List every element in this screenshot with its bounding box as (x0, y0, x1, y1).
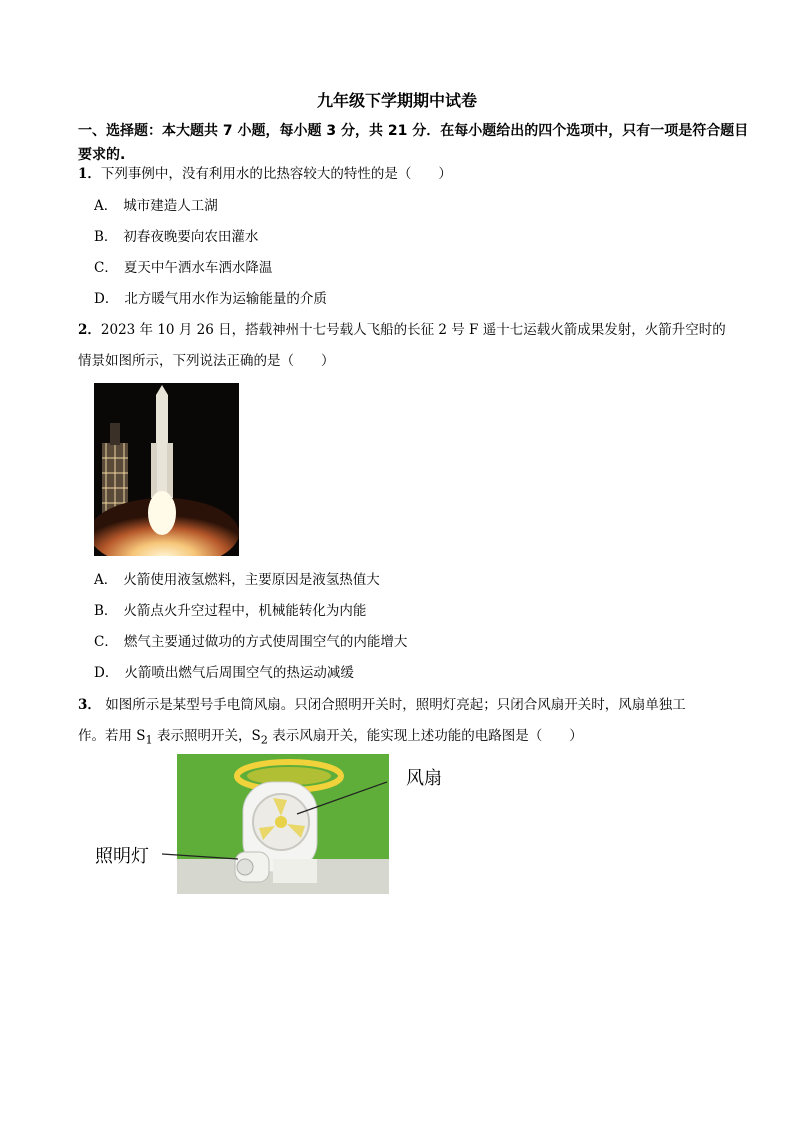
question-text: 2023 年 10 月 26 日，搭载神州十七号载人飞船的长征 2 号 F 遥十七运载火箭成果发射，火箭升空时的 (100, 322, 726, 338)
option-d[interactable] (94, 289, 327, 309)
option-label: A． (94, 198, 118, 214)
option-label: B． (94, 229, 118, 245)
question-text: 如图所示是某型号手电筒风扇。只闭合照明开关时，照明灯亮起；只闭合风扇开关时，风扇单独工 (105, 697, 686, 713)
option-label: D． (94, 665, 119, 681)
option-b[interactable] (94, 227, 258, 247)
question-text-cont (78, 728, 583, 747)
option-text: 初春夜晚要向农田灌水 (123, 229, 259, 245)
question-number: 1． (78, 166, 101, 182)
question-3 (78, 690, 758, 756)
option-text: 燃气主要通过做功的方式使周围空气的内能增大 (123, 634, 408, 650)
section-heading: 一、选择题：本大题共 7 小题，每小题 3 分，共 21 分．在每小题给出的四个选项中，只有一项是符合题目要求的. (78, 123, 749, 163)
option-text: 火箭喷出燃气后周围空气的热运动减缓 (124, 665, 354, 681)
question-text: 下列事例中，没有利用水的比热容较大的特性的是（ ） (100, 166, 452, 182)
option-b[interactable] (94, 601, 366, 621)
rocket-launch-image (94, 383, 239, 556)
question-number: 3． (78, 697, 101, 713)
subscript: 2 (260, 733, 268, 747)
option-c[interactable] (94, 258, 272, 278)
option-text: 北方暖气用水作为运输能量的介质 (124, 291, 327, 307)
option-label: C． (94, 260, 118, 276)
option-a[interactable] (94, 570, 380, 590)
fan-label: 风扇 (406, 768, 442, 789)
text-fragment: 表示照明开关，S (152, 728, 261, 744)
option-label: A． (94, 572, 118, 588)
question-2 (78, 315, 758, 377)
option-text: 夏天中午洒水车洒水降温 (123, 260, 273, 276)
question-1 (78, 159, 758, 190)
flashlight-fan-image (177, 754, 389, 894)
subscript: 1 (145, 733, 153, 747)
question-text-cont: 情景如图所示，下列说法正确的是（ ） (78, 353, 335, 369)
option-label: B． (94, 603, 118, 619)
option-text: 火箭点火升空过程中，机械能转化为内能 (123, 603, 367, 619)
option-a[interactable] (94, 196, 218, 216)
page-title: 九年级下学期期中试卷 (316, 91, 477, 110)
option-label: D． (94, 291, 119, 307)
option-text: 火箭使用液氢燃料，主要原因是液氢热值大 (123, 572, 380, 588)
option-d[interactable] (94, 663, 354, 683)
text-fragment: 表示风扇开关，能实现上述功能的电路图是（ ） (267, 728, 583, 744)
option-text: 城市建造人工湖 (123, 198, 218, 214)
lamp-label: 照明灯 (95, 846, 149, 867)
option-label: C． (94, 634, 118, 650)
option-c[interactable] (94, 632, 407, 652)
question-number: 2． (78, 322, 101, 338)
lamp-pointer-line (160, 850, 240, 864)
text-fragment: 作。若用 S (78, 728, 146, 744)
